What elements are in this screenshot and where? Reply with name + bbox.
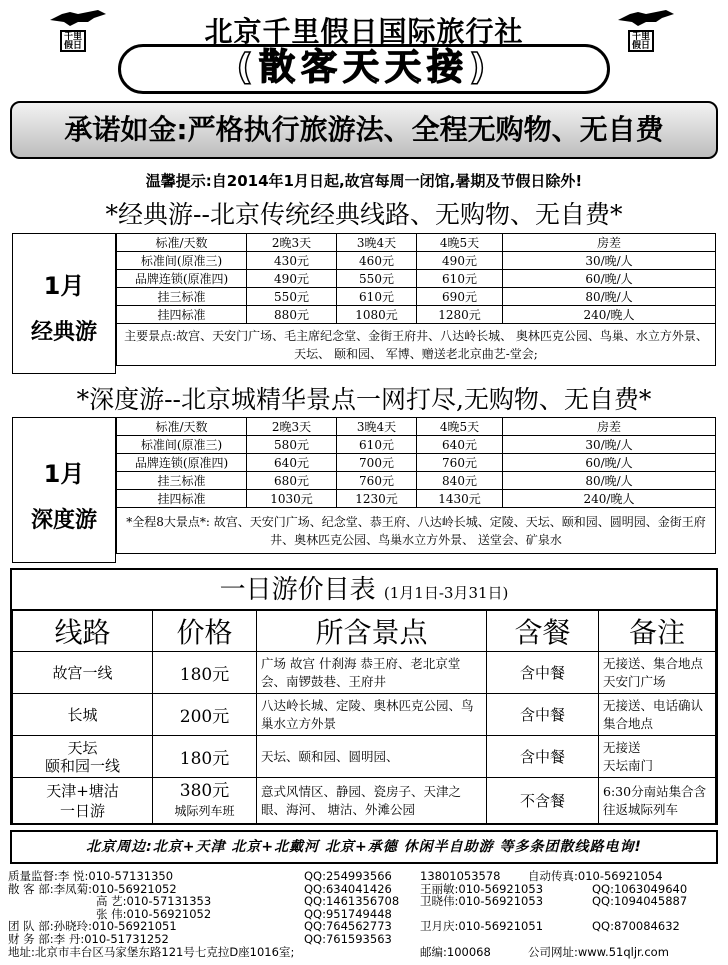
spots-cell: 意式风情区、静园、瓷房子、天津之眼、海河、 塘沽、外滩公园 <box>257 778 487 824</box>
route-cell: 长城 <box>13 694 153 736</box>
table-cell: 240/晚人 <box>503 490 716 508</box>
contact-list <box>8 870 720 958</box>
day-tour-section <box>10 568 718 825</box>
meal-cell: 含中餐 <box>487 694 599 736</box>
logo-text: 千里假日 <box>628 30 654 52</box>
table-header-row <box>117 234 716 252</box>
table-cell: 1030元 <box>247 490 337 508</box>
table-cell: 品牌连锁(原准四) <box>117 270 247 288</box>
route-cell: 故宫一线 <box>13 652 153 694</box>
contact-qq: QQ:761593563 <box>304 931 392 946</box>
day-tour-title <box>12 570 716 610</box>
table-cell: 30/晚/人 <box>503 436 716 454</box>
contact-entry: 团 队 部:孙晓玲:010-56921051 <box>8 919 177 934</box>
price-cell: 180元 <box>153 652 257 694</box>
company-logo-left <box>48 8 110 52</box>
contact-entry: 卫晓伟:010-56921053 <box>420 894 544 909</box>
remark-cell: 无接送、电话确认集合地点 <box>599 694 716 736</box>
column-header: 含餐 <box>487 611 599 652</box>
table-cell: 80/晚/人 <box>503 288 716 306</box>
contact-qq: QQ:634041426 <box>304 881 392 896</box>
price-value: 380元 <box>179 780 230 801</box>
column-header: 2晚3天 <box>247 418 337 436</box>
contact-qq: QQ:1461356708 <box>304 894 400 909</box>
column-header: 3晚4天 <box>337 234 417 252</box>
table-row <box>117 490 716 508</box>
table-cell: 60/晚/人 <box>503 270 716 288</box>
spots-cell: 八达岭长城、定陵、奥林匹克公园、鸟巢水立方外景 <box>257 694 487 736</box>
table-header-row <box>13 611 716 652</box>
table-cell: 610元 <box>417 270 503 288</box>
contact-row <box>8 895 720 908</box>
table-row <box>117 324 716 366</box>
contact-row <box>8 870 720 883</box>
remark-cell: 无接送 天坛南门 <box>599 736 716 778</box>
remark-cell: 无接送、集合地点天安门广场 <box>599 652 716 694</box>
spots-cell: 天坛、颐和园、圆明园、 <box>257 736 487 778</box>
deep-price-table <box>116 417 716 554</box>
company-name: 北京千里假日国际旅行社 <box>204 15 524 48</box>
classic-tour-label <box>12 233 116 374</box>
table-cell: 240/晚人 <box>503 306 716 324</box>
contact-entry: 质量监督:李 悦:010-57131350 <box>8 869 174 883</box>
table-cell: 610元 <box>337 288 417 306</box>
table-cell: 430元 <box>247 252 337 270</box>
table-cell: 550元 <box>337 270 417 288</box>
table-cell: 610元 <box>337 436 417 454</box>
table-cell: 挂三标准 <box>117 472 247 490</box>
column-header: 2晚3天 <box>247 234 337 252</box>
contact-row <box>8 946 720 959</box>
table-cell: 550元 <box>247 288 337 306</box>
table-row <box>13 778 716 824</box>
contact-entry: 王丽敏:010-56921053 <box>420 881 544 896</box>
attractions-note: *全程8大景点*: 故宫、天安门广场、纪念堂、恭王府、八达岭长城、定陵、天坛、颐和园、圆明园、金街王府井、奥林匹克公园、鸟巢水立方外景、 送堂会、矿泉水 <box>117 508 716 554</box>
table-cell: 640元 <box>247 454 337 472</box>
contact-qq: QQ:1094045887 <box>592 894 688 909</box>
table-row <box>13 694 716 736</box>
table-row <box>13 736 716 778</box>
contact-qq: QQ:764562773 <box>304 919 392 934</box>
table-row <box>117 306 716 324</box>
column-header: 4晚5天 <box>417 418 503 436</box>
horse-icon <box>616 8 678 30</box>
column-header: 备注 <box>599 611 716 652</box>
spots-cell: 广场 故宫 什刹海 恭王府、老北京堂会、南锣鼓巷、王府井 <box>257 652 487 694</box>
route-cell: 天坛 颐和园一线 <box>13 736 153 778</box>
table-cell: 880元 <box>247 306 337 324</box>
meal-cell: 含中餐 <box>487 736 599 778</box>
table-cell: 30/晚/人 <box>503 252 716 270</box>
contact-entry: 卫月庆:010-56921051 <box>420 919 544 934</box>
route-cell: 天津+塘沽 一日游 <box>13 778 153 824</box>
day-tour-table <box>12 610 716 824</box>
table-cell: 标准间(原准三) <box>117 436 247 454</box>
column-header: 3晚4天 <box>337 418 417 436</box>
tour-name: 经典游 <box>30 320 97 345</box>
contact-entry: 自动传真:010-56921054 <box>528 869 663 883</box>
tour-name: 深度游 <box>30 508 97 533</box>
table-cell: 840元 <box>417 472 503 490</box>
postal-code: 邮编:100068 <box>420 944 491 959</box>
table-cell: 60/晚/人 <box>503 454 716 472</box>
attractions-note: 主要景点:故宫、天安门广场、毛主席纪念堂、金街王府井、八达岭长城、 奥林匹克公园、鸟巢、水立方外景、天坛、 颐和园、 军博、赠送老北京曲艺-堂会; <box>117 324 716 366</box>
table-cell: 1430元 <box>417 490 503 508</box>
company-website: 公司网址:www.51qljr.com <box>528 944 669 959</box>
classic-tour-title: *经典游--北京传统经典线路、无购物、无自费* <box>105 200 623 229</box>
nearby-routes-banner: 北京周边:北京+天津 北京+北戴河 北京+承德 休闲半自助游 等多条团散线路电询! <box>10 830 718 864</box>
table-cell: 1080元 <box>337 306 417 324</box>
price-cell: 200元 <box>153 694 257 736</box>
table-header-row <box>117 418 716 436</box>
column-header: 房差 <box>503 234 716 252</box>
contact-qq: QQ:951749448 <box>304 906 392 921</box>
day-tour-heading: 一日游价目表 <box>219 575 376 605</box>
table-cell: 640元 <box>417 436 503 454</box>
column-header: 房差 <box>503 418 716 436</box>
contact-row <box>8 933 720 946</box>
promise-slogan: 承诺如金:严格执行旅游法、全程无购物、无自费 <box>10 101 718 159</box>
contact-qq: QQ:254993566 <box>304 869 392 883</box>
contact-qq: QQ:1063049640 <box>592 881 688 896</box>
deep-tour-title: *深度游--北京城精华景点一网打尽,无购物、无自费* <box>76 385 652 414</box>
table-row <box>117 288 716 306</box>
contact-qq: QQ:870084632 <box>592 919 680 934</box>
price-note: 城际列车班 <box>174 803 235 818</box>
table-cell: 挂三标准 <box>117 288 247 306</box>
horse-icon <box>48 8 110 30</box>
classic-price-table <box>116 233 716 366</box>
notice-text: 温馨提示:自2014年1月日起,故宫每周一闭馆,暑期及节假日除外! <box>145 172 583 190</box>
table-row <box>117 472 716 490</box>
table-cell: 700元 <box>337 454 417 472</box>
table-row <box>117 270 716 288</box>
table-cell: 580元 <box>247 436 337 454</box>
column-header: 所含景点 <box>257 611 487 652</box>
table-cell: 490元 <box>417 252 503 270</box>
table-row <box>13 652 716 694</box>
remark-cell: 6:30分南站集合含往返城际列车 <box>599 778 716 824</box>
day-tour-period: (1月1日-3月31日) <box>383 584 509 602</box>
table-row <box>117 454 716 472</box>
table-cell: 690元 <box>417 288 503 306</box>
table-row <box>117 436 716 454</box>
column-header: 4晚5天 <box>417 234 503 252</box>
contact-entry: 张 伟:010-56921052 <box>96 906 212 921</box>
company-address: 地址:北京市丰台区马家堡东路121号七克拉D座1016室; <box>8 944 295 959</box>
month-label: 1月 <box>43 460 85 488</box>
contact-entry: 高 艺:010-57131353 <box>96 894 212 909</box>
contact-entry: 散 客 部:李凤菊:010-56921052 <box>8 881 177 896</box>
table-cell: 460元 <box>337 252 417 270</box>
column-header: 标准/天数 <box>117 418 247 436</box>
price-cell <box>153 778 257 824</box>
daily-tour-banner: (散客天天接) <box>118 44 610 94</box>
deep-tour-label <box>12 417 116 563</box>
table-cell: 品牌连锁(原准四) <box>117 454 247 472</box>
contact-entry: 13801053578 <box>420 869 501 883</box>
table-cell: 挂四标准 <box>117 490 247 508</box>
column-header: 标准/天数 <box>117 234 247 252</box>
table-cell: 490元 <box>247 270 337 288</box>
price-cell: 180元 <box>153 736 257 778</box>
logo-text: 千里假日 <box>60 30 86 52</box>
month-label: 1月 <box>43 272 85 300</box>
table-cell: 标准间(原准三) <box>117 252 247 270</box>
column-header: 价格 <box>153 611 257 652</box>
table-cell: 1280元 <box>417 306 503 324</box>
table-cell: 1230元 <box>337 490 417 508</box>
table-cell: 760元 <box>417 454 503 472</box>
table-row <box>117 252 716 270</box>
company-logo-right <box>616 8 678 52</box>
table-cell: 680元 <box>247 472 337 490</box>
meal-cell: 含中餐 <box>487 652 599 694</box>
meal-cell: 不含餐 <box>487 778 599 824</box>
table-row <box>117 508 716 554</box>
contact-entry: 财 务 部:李 丹:010-51731252 <box>8 931 169 946</box>
column-header: 线路 <box>13 611 153 652</box>
table-cell: 80/晚/人 <box>503 472 716 490</box>
table-cell: 760元 <box>337 472 417 490</box>
table-cell: 挂四标准 <box>117 306 247 324</box>
